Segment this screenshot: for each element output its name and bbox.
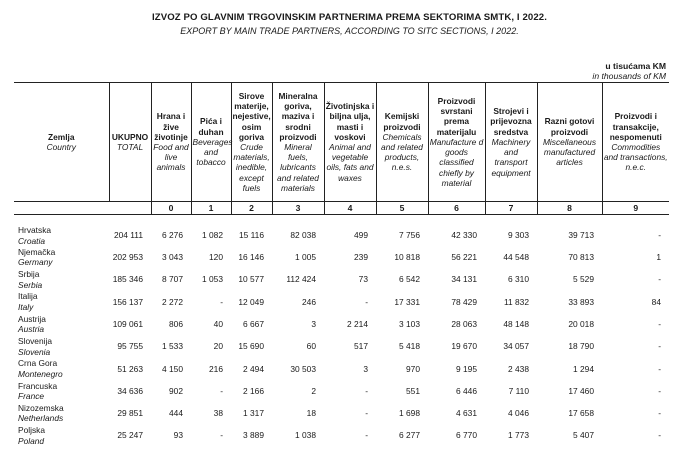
value-cell: 70 813 <box>568 252 594 263</box>
column-header-label-en: Crude materials, inedible, except fuels <box>233 142 270 193</box>
value-cell: 40 <box>213 318 223 329</box>
column-number: 4 <box>324 202 376 215</box>
table-row <box>14 358 669 380</box>
value-cell: 17 658 <box>568 408 594 419</box>
value-cell: 38 <box>213 408 223 419</box>
column-number-row <box>14 202 669 215</box>
value-cell: - <box>658 408 661 419</box>
value-cell: 11 832 <box>504 296 529 307</box>
value-cell: 3 889 <box>243 430 264 441</box>
table-row <box>14 268 669 290</box>
country-cell <box>14 313 109 335</box>
column-number: 2 <box>231 202 272 215</box>
value-cell: 517 <box>354 341 368 352</box>
country-cell <box>14 402 109 424</box>
value-cell: 6 542 <box>399 274 420 285</box>
country-name-hr: Hrvatska <box>18 225 52 235</box>
country-name-en: Austria <box>18 324 45 335</box>
country-cell <box>14 291 109 313</box>
column-number: 8 <box>537 202 602 215</box>
value-cell: 2 <box>311 385 316 396</box>
page-subtitle: EXPORT BY MAIN TRADE PARTNERS, ACCORDING TO SITC SECTIONS, I 2022. <box>180 26 519 36</box>
value-cell: 34 131 <box>451 274 477 285</box>
column-number: 0 <box>151 202 191 215</box>
value-cell: 1 005 <box>295 252 316 263</box>
value-cell: 1 053 <box>202 274 223 285</box>
table-row <box>14 402 669 424</box>
value-cell: 6 277 <box>399 430 420 441</box>
table-row <box>14 215 669 247</box>
country-name-hr: Crna Gora <box>18 358 58 369</box>
column-header-label-hr: Kemijski proizvodi <box>383 111 421 132</box>
column-header-label-en: TOTAL <box>116 142 144 152</box>
value-cell: - <box>365 430 368 441</box>
value-cell: 3 <box>363 363 368 374</box>
value-cell: - <box>220 430 223 441</box>
country-name-en: Italy <box>18 301 34 312</box>
column-number: 7 <box>485 202 537 215</box>
country-name-hr: Srbija <box>18 269 40 280</box>
value-cell: 4 046 <box>508 408 529 419</box>
value-cell: 4 150 <box>162 363 183 374</box>
value-cell: 42 330 <box>451 230 477 241</box>
value-cell: 20 <box>213 341 223 352</box>
value-cell: 44 548 <box>503 252 529 263</box>
column-header-label-en: Chemicals and related products, n.e.s. <box>381 131 423 173</box>
value-cell: 1 773 <box>508 430 529 441</box>
column-header <box>231 83 272 202</box>
value-cell: 15 690 <box>238 341 264 352</box>
column-header <box>602 83 669 202</box>
value-cell: 28 063 <box>451 318 477 329</box>
value-cell: 6 276 <box>162 230 183 241</box>
column-header-label-hr: Životinjska i biljna ulja, masti i voskovi <box>325 101 375 142</box>
column-header-label-en: Beverages and tobacco <box>192 136 233 168</box>
value-cell: 5 418 <box>399 341 420 352</box>
value-cell: 156 137 <box>112 296 143 307</box>
value-cell: 33 893 <box>568 296 594 307</box>
table-row <box>14 335 669 357</box>
value-cell: 56 221 <box>451 252 477 263</box>
value-cell: 73 <box>358 274 368 285</box>
value-cell: - <box>658 430 661 441</box>
value-cell: 7 756 <box>399 230 420 241</box>
column-header-label-hr: Proizvodi svrstani prema materijalu <box>436 96 477 137</box>
value-cell: - <box>220 385 223 396</box>
value-cell: 202 953 <box>112 252 143 263</box>
country-name-hr: Italija <box>18 291 38 302</box>
country-cell <box>14 246 109 268</box>
column-header-label-hr: Strojevi i prijevozna sredstva <box>490 106 532 137</box>
unit-label-hr: u tisućama KM <box>605 61 666 71</box>
column-header-label-hr: Hrana i žive životinje <box>154 111 188 142</box>
country-name-en: Poland <box>18 435 45 446</box>
column-header <box>109 83 151 202</box>
value-cell: 60 <box>306 341 316 352</box>
value-cell: 444 <box>169 408 183 419</box>
column-header <box>272 83 324 202</box>
value-cell: 30 503 <box>290 363 316 374</box>
column-header-label-hr: Sirove materije, nejestive, osim goriva <box>232 90 271 142</box>
value-cell: 1 082 <box>202 230 223 241</box>
value-cell: 17 460 <box>568 385 594 396</box>
value-cell: - <box>658 363 661 374</box>
column-number <box>14 202 109 215</box>
table-body <box>14 215 669 447</box>
value-cell: 1 294 <box>573 363 594 374</box>
value-cell: 239 <box>354 252 368 263</box>
value-cell: 204 111 <box>113 230 143 241</box>
value-cell: 902 <box>169 385 183 396</box>
value-cell: 84 <box>651 296 661 307</box>
country-name-en: France <box>18 391 45 402</box>
value-cell: 18 <box>306 408 316 419</box>
country-cell <box>14 380 109 402</box>
value-cell: 246 <box>302 296 316 307</box>
column-number: 5 <box>376 202 428 215</box>
value-cell: 3 043 <box>162 252 183 263</box>
value-cell: 29 851 <box>117 408 143 419</box>
column-header-label-hr: Razni gotovi proizvodi <box>544 116 595 137</box>
value-cell: 5 529 <box>573 274 594 285</box>
column-number <box>109 202 151 215</box>
value-cell: 185 346 <box>112 274 143 285</box>
value-cell: 10 577 <box>238 274 264 285</box>
value-cell: 17 331 <box>394 296 420 307</box>
column-number: 9 <box>602 202 669 215</box>
value-cell: 19 670 <box>451 341 477 352</box>
value-cell: 10 818 <box>394 252 420 263</box>
value-cell: 109 061 <box>112 318 143 329</box>
value-cell: 6 770 <box>456 430 477 441</box>
value-cell: 5 407 <box>573 430 594 441</box>
column-header-label-en: Animal and vegetable oils, fats and waxes <box>326 142 374 183</box>
column-header <box>324 83 376 202</box>
value-cell: 806 <box>169 318 183 329</box>
value-cell: 34 057 <box>503 341 529 352</box>
table-row <box>14 313 669 335</box>
value-cell: 3 103 <box>399 318 420 329</box>
column-number: 6 <box>428 202 485 215</box>
country-cell <box>14 268 109 290</box>
value-cell: 93 <box>173 430 183 441</box>
value-cell: - <box>365 408 368 419</box>
value-cell: 120 <box>209 252 223 263</box>
page-title: IZVOZ PO GLAVNIM TRGOVINSKIM PARTNERIMA PREMA SEKTORIMA SMTK, I 2022. <box>152 12 547 23</box>
table-row <box>14 291 669 313</box>
value-cell: 499 <box>354 230 368 241</box>
column-header <box>14 83 109 202</box>
value-cell: 16 146 <box>238 252 264 263</box>
country-name-en: Netherlands <box>18 413 64 424</box>
value-cell: 4 631 <box>456 408 477 419</box>
column-header <box>151 83 191 202</box>
value-cell: 2 166 <box>243 385 264 396</box>
column-header-label-en: Commodities and transactions, n.e.c. <box>603 142 668 173</box>
country-cell <box>14 358 109 380</box>
country-cell <box>14 425 109 447</box>
column-header <box>428 83 485 202</box>
value-cell: 1 <box>656 252 661 263</box>
value-cell: - <box>658 318 661 329</box>
table-row <box>14 246 669 268</box>
value-cell: 216 <box>209 363 223 374</box>
value-cell: 112 424 <box>286 274 316 285</box>
value-cell: - <box>365 296 368 307</box>
value-cell: 18 790 <box>568 341 594 352</box>
value-cell: 2 214 <box>347 318 368 329</box>
value-cell: 9 195 <box>456 363 477 374</box>
value-cell: 2 494 <box>243 363 264 374</box>
unit-label-en: in thousands of KM <box>592 71 666 81</box>
column-header <box>537 83 602 202</box>
column-header-label-en: Country <box>46 142 76 152</box>
country-name-hr: Nizozemska <box>18 402 64 413</box>
country-name-hr: Austrija <box>18 313 46 324</box>
value-cell: 12 049 <box>238 296 264 307</box>
column-header-label-en: Food and live animals <box>153 142 189 173</box>
value-cell: 39 713 <box>568 230 594 241</box>
column-header-label-hr: UKUPNO <box>111 131 149 142</box>
value-cell: 25 247 <box>117 430 143 441</box>
country-name-hr: Francuska <box>18 380 58 391</box>
header-row <box>14 83 669 202</box>
value-cell: 8 707 <box>162 274 183 285</box>
value-cell: - <box>658 274 661 285</box>
column-number: 1 <box>191 202 231 215</box>
export-table <box>14 82 669 447</box>
country-name-en: Croatia <box>18 235 45 246</box>
value-cell: 9 303 <box>508 230 529 241</box>
country-name-en: Montenegro <box>18 368 63 379</box>
value-cell: - <box>658 385 661 396</box>
value-cell: 15 116 <box>239 230 264 241</box>
value-cell: - <box>220 296 223 307</box>
column-header-label-en: Miscellaneous manufactured articles <box>542 136 597 168</box>
country-name-hr: Poljska <box>18 425 45 436</box>
value-cell: 1 038 <box>295 430 316 441</box>
column-header-label-hr: Zemlja <box>47 131 75 142</box>
value-cell: 3 <box>311 318 316 329</box>
value-cell: 51 263 <box>117 363 143 374</box>
country-cell <box>14 335 109 357</box>
value-cell: 6 667 <box>243 318 264 329</box>
column-header-label-en: Machinery and transport equipment <box>491 136 531 178</box>
column-header <box>191 83 231 202</box>
column-header-label-en: Mineral fuels, lubricants and related materials <box>277 142 319 193</box>
country-name-en: Slovenia <box>18 346 51 357</box>
value-cell: 82 038 <box>290 230 316 241</box>
value-cell: 7 110 <box>508 385 529 396</box>
column-header-label-hr: Pića i duhan <box>198 116 224 137</box>
value-cell: 2 438 <box>508 363 529 374</box>
column-header <box>376 83 428 202</box>
unit-note <box>592 61 666 81</box>
value-cell: 95 755 <box>117 341 143 352</box>
value-cell: - <box>658 341 661 352</box>
country-cell <box>14 215 109 247</box>
value-cell: 2 272 <box>162 296 183 307</box>
value-cell: - <box>365 385 368 396</box>
value-cell: 970 <box>406 363 420 374</box>
value-cell: 34 636 <box>117 385 143 396</box>
column-number: 3 <box>272 202 324 215</box>
value-cell: 78 429 <box>451 296 477 307</box>
column-header <box>485 83 537 202</box>
column-header-label-en: Manufacture d goods classified chiefly by material <box>429 136 484 188</box>
value-cell: 6 310 <box>508 274 529 285</box>
value-cell: 1 317 <box>243 408 264 419</box>
column-header-label-hr: Proizvodi i transakcije, nespomenuti <box>609 111 662 142</box>
value-cell: 551 <box>406 385 420 396</box>
value-cell: 6 446 <box>456 385 477 396</box>
country-name-hr: Njemačka <box>18 246 56 257</box>
table-row <box>14 425 669 447</box>
value-cell: 48 148 <box>503 318 529 329</box>
country-name-en: Germany <box>18 257 53 268</box>
value-cell: 20 018 <box>568 318 594 329</box>
value-cell: 1 533 <box>162 341 183 352</box>
value-cell: 1 698 <box>399 408 420 419</box>
country-name-hr: Slovenija <box>18 335 52 346</box>
value-cell: - <box>658 230 661 241</box>
column-header-label-hr: Mineralna goriva, maziva i srodni proizvodi <box>278 90 318 142</box>
country-name-en: Serbia <box>18 279 43 290</box>
table-row <box>14 380 669 402</box>
